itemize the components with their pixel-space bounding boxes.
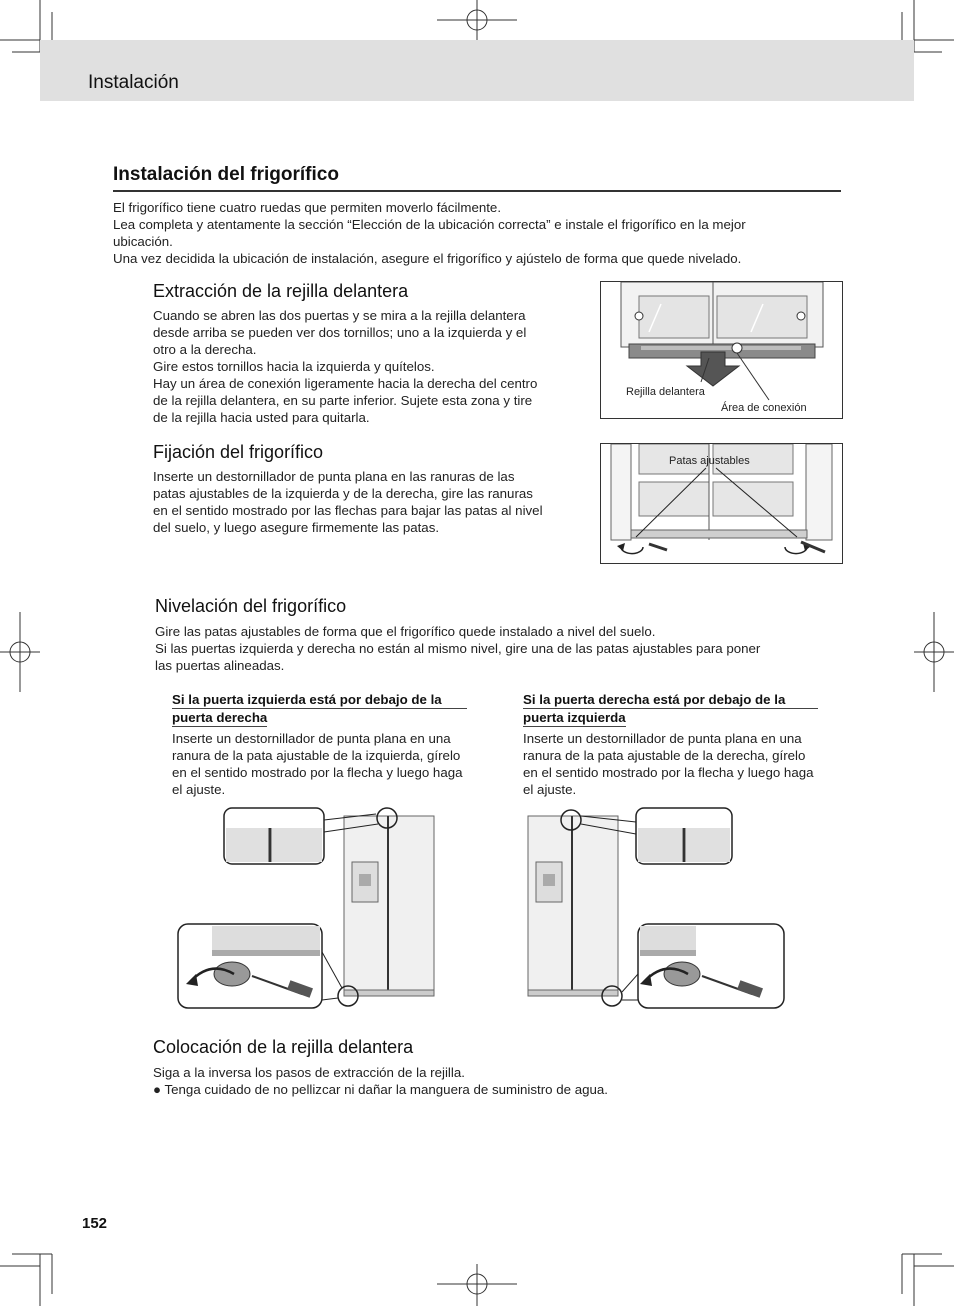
left-leveling-illustration (176, 804, 438, 1010)
extraccion-line: otro a la derecha. (153, 342, 257, 357)
intro-line: Una vez decidida la ubicación de instalación, asegure el frigorífico y ajústelo de forma que quede nivelado. (113, 251, 742, 266)
colocacion-line: ● Tenga cuidado de no pellizcar ni dañar la manguera de suministro de agua. (153, 1082, 609, 1097)
fig-label-feet: Patas ajustables (669, 455, 750, 467)
nivelacion-line: las puertas alineadas. (155, 658, 285, 673)
nivelacion-line: Si las puertas izquierda y derecha no están al mismo nivel, gire una de las patas ajustables para poner (155, 641, 761, 656)
left-text-line: ranura de la pata ajustable de la izquierda, gírelo (172, 748, 461, 763)
extraccion-line: Hay un área de conexión ligeramente hacia la derecha del centro (153, 376, 538, 391)
intro-line: ubicación. (113, 234, 173, 249)
right-heading-line: puerta izquierda (523, 710, 626, 725)
extraccion-line: desde arriba se pueden ver dos tornillos; uno a la izquierda y el (153, 325, 527, 340)
fijacion-title: Fijación del frigorífico (153, 442, 324, 462)
right-text-line: en el sentido mostrado por la flecha y luego haga (523, 765, 814, 780)
left-door-lower-heading (172, 691, 467, 727)
fijacion-line: patas ajustables de la izquierda y de la derecha, gire las ranuras (153, 486, 533, 501)
page-number: 152 (82, 1215, 108, 1232)
extraccion-line: Cuando se abren las dos puertas y se mira a la rejilla delantera (153, 308, 526, 323)
fijacion-line: Inserte un destornillador de punta plana en las ranuras de las (153, 469, 515, 484)
section-intro (113, 199, 853, 267)
colocacion-line: Siga a la inversa los pasos de extracción de la rejilla. (153, 1065, 465, 1080)
right-text-line: Inserte un destornillador de punta plana en una (523, 731, 802, 746)
left-heading-line: Si la puerta izquierda está por debajo de la (172, 691, 467, 709)
left-text-line: Inserte un destornillador de punta plana en una (172, 731, 451, 746)
fig-label-connection: Área de conexión (721, 402, 807, 414)
section-title-rule (113, 190, 841, 192)
intro-line: Lea completa y atentamente la sección “Elección de la ubicación correcta” e instale el frigorífico en la mejor (113, 217, 746, 232)
right-heading-line: Si la puerta derecha está por debajo de la (523, 691, 818, 709)
right-text-line: el ajuste. (523, 782, 577, 797)
colocacion-title: Colocación de la rejilla delantera (153, 1037, 414, 1057)
extraccion-line: Gire estos tornillos hacia la izquierda y quítelos. (153, 359, 435, 374)
right-door-lower-text (523, 730, 843, 798)
fijacion-line: en el sentido mostrado por las flechas para bajar las patas al nivel (153, 503, 543, 518)
left-text-line: el ajuste. (172, 782, 226, 797)
right-text-line: ranura de la pata ajustable de la derecha, gírelo (523, 748, 806, 763)
colocacion-text (153, 1064, 853, 1098)
extraccion-text (153, 307, 583, 426)
extraccion-line: de la rejilla delantera, en su parte inferior. Sujete esta zona y tire (153, 393, 533, 408)
left-door-lower-text (172, 730, 492, 798)
left-heading-line: puerta derecha (172, 710, 268, 725)
right-leveling-illustration (526, 804, 788, 1010)
fijacion-text (153, 468, 593, 536)
left-text-line: en el sentido mostrado por la flecha y luego haga (172, 765, 463, 780)
grille-removal-illustration (601, 282, 842, 418)
intro-line: El frigorífico tiene cuatro ruedas que permiten moverlo fácilmente. (113, 200, 502, 215)
adjustable-feet-illustration (601, 444, 842, 563)
header-title: Instalación (88, 72, 179, 93)
right-door-lower-heading (523, 691, 818, 727)
fig-label-grille: Rejilla delantera (626, 386, 705, 398)
grille-removal-figure (600, 281, 843, 419)
nivelacion-title: Nivelación del frigorífico (155, 596, 347, 616)
extraccion-line: de la rejilla hacia usted para quitarla. (153, 410, 370, 425)
adjustable-feet-figure (600, 443, 843, 564)
section-title: Instalación del frigorífico (113, 164, 339, 185)
nivelacion-line: Gire las patas ajustables de forma que el frigorífico quede instalado a nivel del suelo. (155, 624, 656, 639)
extraccion-title: Extracción de la rejilla delantera (153, 281, 409, 301)
fijacion-line: del suelo, y luego asegure firmemente las patas. (153, 520, 440, 535)
nivelacion-text (155, 623, 845, 674)
